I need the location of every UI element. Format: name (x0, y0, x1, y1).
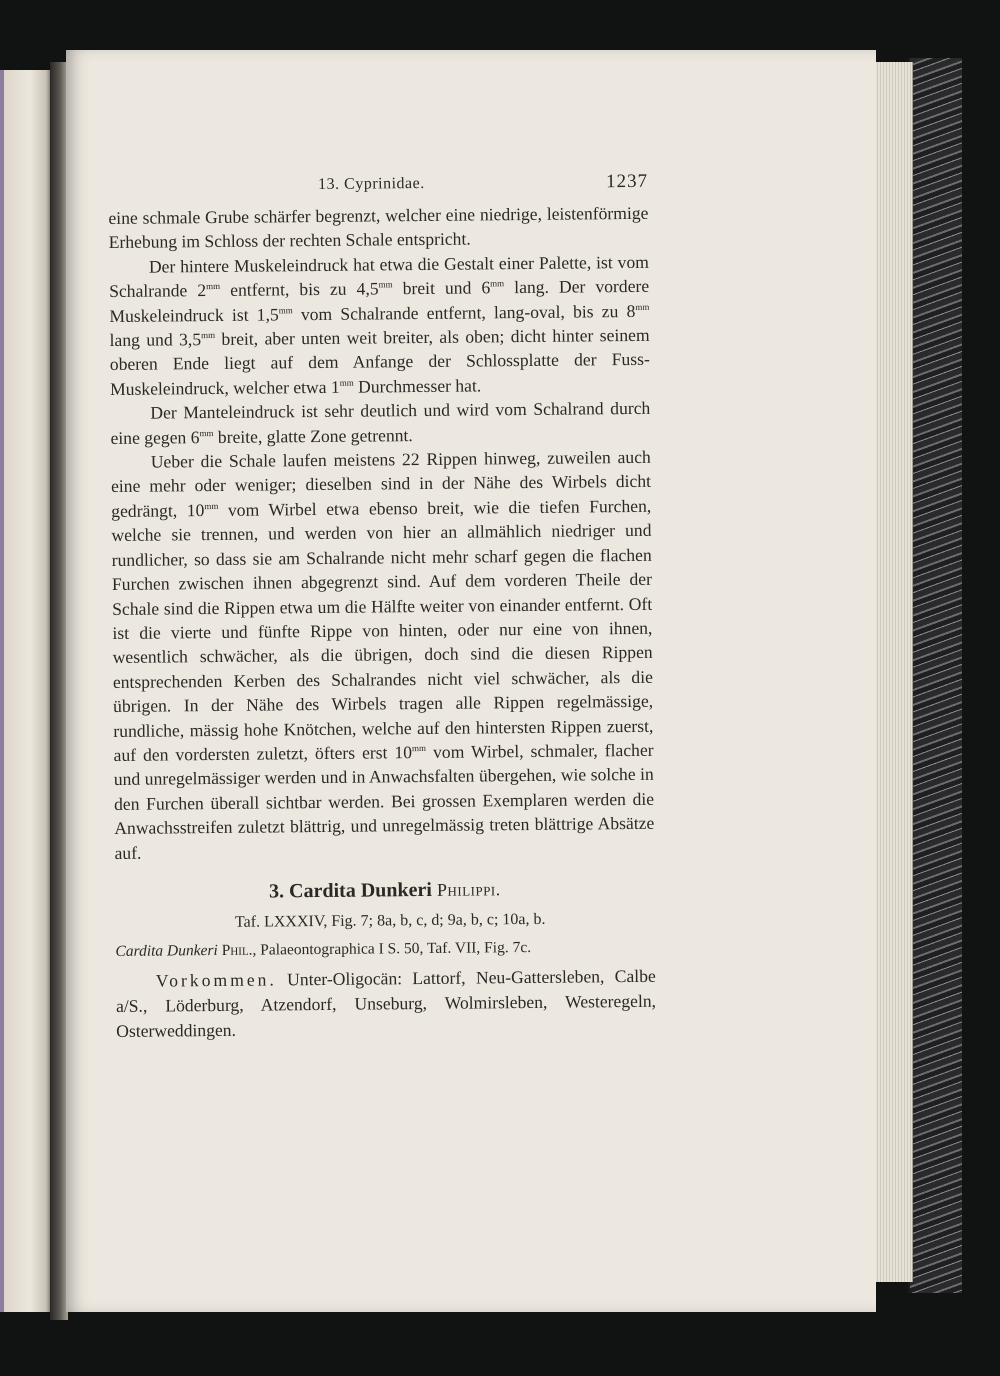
species-heading (115, 874, 655, 907)
text-run: Ueber die Schale laufen meistens 22 Rippen hinweg, zuweilen auch eine mehr oder weniger; dieselben sind in der Nähe des Wirbels dicht gedrängt, 10 (110, 446, 652, 521)
text-run: breit und 6 (392, 277, 491, 299)
page-number: 1237 (606, 170, 649, 193)
synonymy-reference: Palaeontographica I S. 50, Taf. VII, Fig. 7c. (256, 938, 532, 959)
species-author: Philippi. (436, 879, 501, 900)
text-run: vom Wirbel, schmaler, flacher und unregelmässiger werden und in Anwachsfalten übergehen, wie solche in den Furchen überall sichtbar werden. Bei grossen Exemplaren werden die Anwachsstreifen zuletzt blättrig, und unregelmässig treten blättrige Absätze auf. (113, 739, 655, 863)
book-cover-edge (908, 58, 962, 1293)
unit-superscript: mm (378, 279, 393, 290)
occurrence-text: Unter-Oligocän: Lattorf, Neu-Gattersleben, Calbe a/S., Löderburg, Atzendorf, Unseburg, Wolmirsleben, Westeregeln, Osterweddingen. (115, 965, 657, 1041)
unit-superscript: mm (278, 304, 293, 315)
text-run: Durchmesser hat. (353, 375, 482, 397)
unit-superscript: mm (339, 377, 354, 388)
text-run: breit, aber unten weit breiter, als oben; dicht hinter seinem oberen Ende liegt auf dem Anfange der Schlossplatte der Fuss-Muskeleindruck, welcher etwa 1 (109, 324, 650, 399)
species-name: Cardita Dunkeri (289, 878, 433, 903)
page-stack-edge (872, 62, 913, 1282)
text-run: breite, glatte Zone getrennt. (213, 424, 413, 447)
binding-edge (0, 70, 4, 1312)
synonymy-entry (115, 934, 655, 965)
text-run: lang und 3,5 (109, 329, 202, 351)
synonymy-author: Phil., (221, 941, 257, 959)
unit-superscript: mm (206, 281, 221, 292)
unit-superscript: mm (411, 742, 427, 754)
species-number: 3. (269, 880, 285, 903)
paragraph-pallial-line (110, 396, 650, 450)
running-header (108, 167, 648, 206)
running-title: 13. Cyprinidae. (318, 174, 425, 193)
page-content (108, 167, 657, 1062)
text-run: vom Wirbel etwa ebenso breit, wie die tiefen Furchen, welche sie trennen, und werden von hier an allmählich niedriger und rundlicher, so dass sie am Schalrande nicht mehr scharf gegen die flachen Furchen zwischen ihnen abgegrenzt sind. Auf dem vorderen Theile der Schale sind die Rippen etwa um die Hälfte weiter von einander entfernt. Oft ist die vierte und fünfte Rippe von hinten, oder nur eine von ihnen, wesentlich schwächer, als die übrigen, doch sind die diesen Rippen entsprechenden Kerben des Schalrandes nicht viel schwächer, als die übrigen. In der Nähe des Wirbels tragen alle Rippen regelmässige, rundliche, mässig hohe Knötchen, welche auf den hintersten Rippen zuerst, auf den vordersten zuletzt, öfters erst 10 (111, 495, 654, 765)
unit-superscript: mm (200, 330, 216, 341)
synonymy-genus: Cardita Dunkeri (115, 941, 218, 960)
unit-superscript: mm (635, 301, 650, 312)
occurrence-label: Vorkommen. (155, 969, 277, 991)
unit-superscript: mm (490, 278, 505, 289)
text-run: eine schmale Grube schärfer begrenzt, welcher eine niedrige, leistenförmige Erhebung im Schloss der rechten Schale entspricht. (108, 202, 649, 253)
paragraph-muscle-scars (109, 250, 650, 402)
occurrence-paragraph (116, 964, 657, 1044)
text-run: lang. Der vordere Muskeleindruck ist 1,5 (109, 276, 650, 326)
paragraph-ribs (111, 445, 655, 865)
text-run: entfernt, bis zu 4,5 (220, 278, 379, 301)
previous-page-edge (0, 70, 52, 1312)
unit-superscript: mm (204, 500, 219, 511)
text-run: Der hintere Muskeleindruck hat etwa die Gestalt einer Palette, ist vom Schalrande 2 (109, 251, 649, 302)
text-run: vom Schalrande entfernt, lang-oval, bis zu 8 (292, 300, 636, 324)
text-run: Der Manteleindruck ist sehr deutlich und wird vom Schalrand durch eine gegen 6 (110, 398, 651, 448)
paragraph-hinge (108, 201, 648, 255)
unit-superscript: mm (199, 427, 214, 438)
plate-reference: Taf. LXXXIV, Fig. 7; 8a, b, c, d; 9a, b, c; 10a, b. (234, 910, 546, 931)
